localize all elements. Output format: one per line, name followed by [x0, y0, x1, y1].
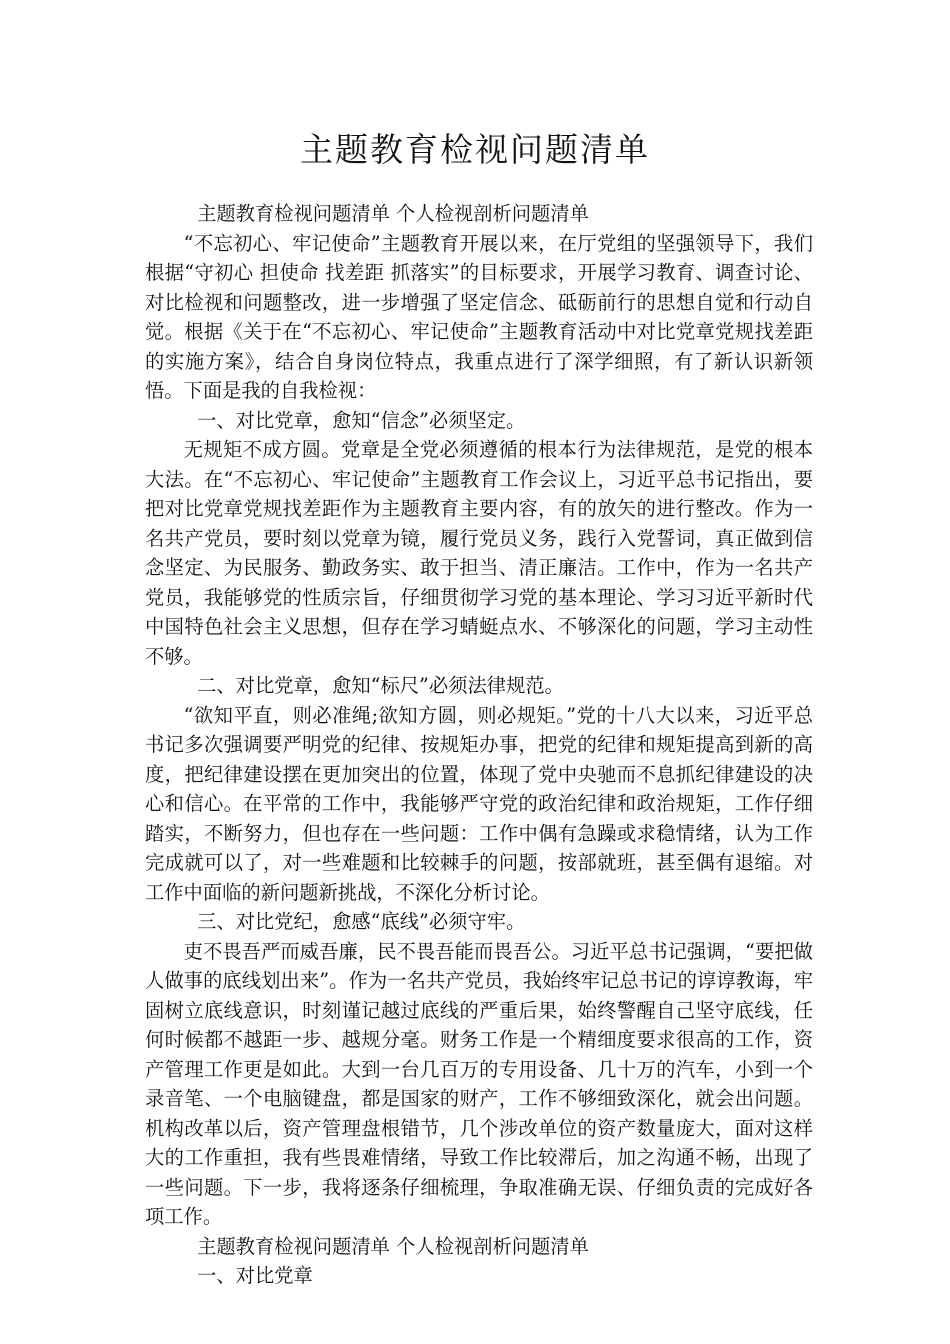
- paragraph-section-3: 吏不畏吾严而威吾廉，民不畏吾能而畏吾公。习近平总书记强调，“要把做人做事的底线划出来”。作为一名共产党员，我始终牢记总书记的谆谆教诲，牢固树立底线意识，时刻谨记越过底线的严重后果，始终警醒自己坚守底线，任何时候都不越距一步、越规分毫。财务工作是一个精细度要求很高的工作，资产管理工作更是如此。大到一台几百万的专用设备、几十万的汽车，小到一个录音笔、一个电脑键盘，都是国家的财产，工作不够细致深化，就会出问题。机构改革以后，资产管理盘根错节，几个涉改单位的资产数量庞大，面对这样大的工作重担，我有些畏难情绪，导致工作比较滞后，加之沟通不畅，出现了一些问题。下一步，我将逐条仔细梳理，争取准确无误、仔细负责的完成好各项工作。: [145, 939, 813, 1228]
- section-heading-repeat-1: 一、对比党章: [197, 1264, 313, 1287]
- section-heading-1: 一、对比党章，愈知“信念”必须坚定。: [197, 408, 526, 432]
- paragraph-section-2: “欲知平直，则必准绳;欲知方圆，则必规矩。”党的十八大以来，习近平总书记多次强调要严明党的纪律、按规矩办事，把党的纪律和规矩提高到新的高度，把纪律建设摆在更加突出的位置，体现了党中央驰而不息抓纪律建设的决心和信心。在平常的工作中，我能够严守党的政治纪律和政治规矩，工作仔细踏实，不断努力，但也存在一些问题：工作中偶有急躁或求稳情绪，认为工作完成就可以了，对一些难题和比较棘手的问题，按部就班，甚至偶有退缩。对工作中面临的新问题新挑战，不深化分析讨论。: [145, 703, 813, 904]
- section-heading-intro: 主题教育检视问题清单 个人检视剖析问题清单: [197, 202, 589, 225]
- section-heading-2: 二、对比党章，愈知“标尺”必须法律规范。: [197, 674, 564, 697]
- section-heading-repeat: 主题教育检视问题清单 个人检视剖析问题清单: [197, 1234, 589, 1258]
- paragraph-intro: “不忘初心、牢记使命”主题教育开展以来，在厅党组的坚强领导下，我们根据“守初心 担使命 找差距 抓落实”的目标要求，开展学习教育、调查讨论、对比检视和问题整改，进一步增强了坚定信念、砥砺前行的思想自觉和行动自觉。根据《关于在“不忘初心、牢记使命”主题教育活动中对比党章党规找差距的实施方案》，结合自身岗位特点，我重点进行了深学细照，有了新认识新领悟。下面是我的自我检视：: [145, 231, 813, 402]
- section-heading-3: 三、对比党纪，愈感“底线”必须守牢。: [197, 910, 526, 933]
- document-title: 主题教育检视问题清单: [300, 130, 650, 169]
- document-body: [145, 199, 813, 1291]
- paragraph-section-1: 无规矩不成方圆。党章是全党必须遵循的根本行为法律规范，是党的根本大法。在“不忘初心、牢记使命”主题教育工作会议上，习近平总书记指出，要把对比党章党规找差距作为主题教育主要内容，有的放矢的进行整改。作为一名共产党员，要时刻以党章为镜，履行党员义务，践行入党誓词，真正做到信念坚定、为民服务、勤政务实、敢于担当、清正廉洁。工作中，作为一名共产党员，我能够党的性质宗旨，仔细贯彻学习党的基本理论、学习习近平新时代中国特色社会主义思想，但存在学习蜻蜓点水、不够深化的问题，学习主动性不够。: [145, 438, 813, 668]
